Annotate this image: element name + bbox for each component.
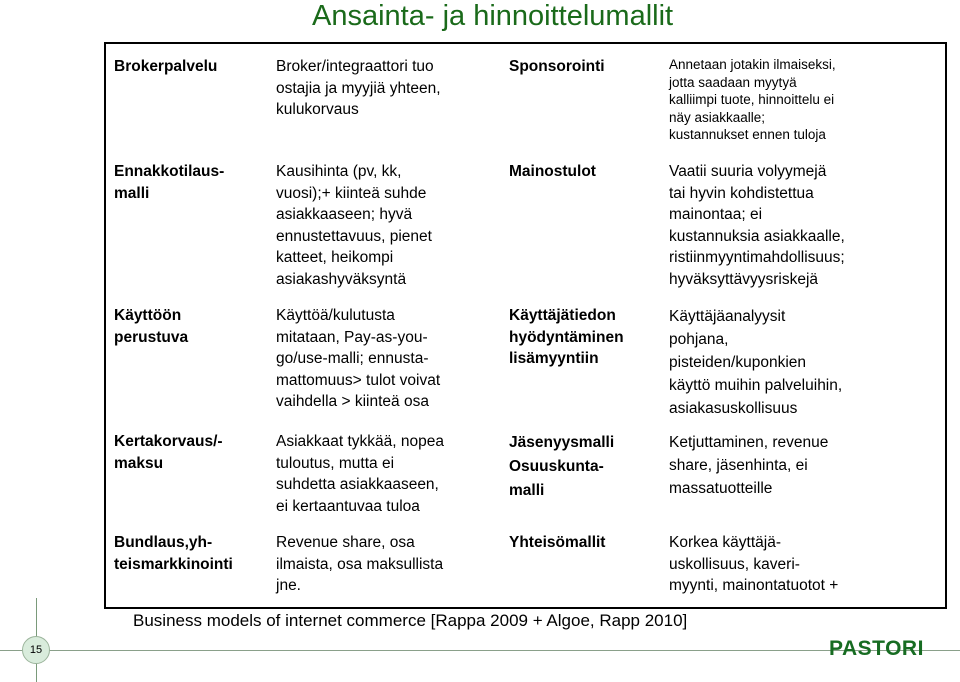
row-1-left-desc: Kausihinta (pv, kk, vuosi);+ kiinteä suhde asiakkaaseen; hyvä ennustettavuus, pienet katteet, heikompi asiakashyväksyntä xyxy=(276,163,432,288)
row-2-right-desc: Käyttäjäanalyysit pohjana, pisteiden/kuponkien käyttö muihin palveluihin, asiakasuskollisuus xyxy=(669,308,843,417)
decor-horizontal-line xyxy=(0,650,960,651)
row-1-right-desc: Vaatii suuria volyymejä tai hyvin kohdistettua mainontaa; ei kustannuksia asiakkaalle, ristiinmyyntimahdollisuus; hyväksyttävyysriskejä xyxy=(669,163,845,288)
row-4-left-term: Bundlaus,yh- teismarkkinointi xyxy=(114,534,233,573)
row-4-right-term: Yhteisömallit xyxy=(509,534,606,551)
row-0-right-term: Sponsorointi xyxy=(509,58,605,75)
row-2-left-desc: Käyttöä/kulutusta mitataan, Pay-as-you- go/use-malli; ennusta- mattomuus> tulot voivat vaihdella > kiinteä osa xyxy=(276,307,441,410)
row-0-right-desc: Annetaan jotakin ilmaiseksi, jotta saadaan myytyä kalliimpi tuote, hinnoittelu ei näy asiakkaalle; kustannukset ennen tuloja xyxy=(669,57,836,142)
row-3-right-desc: Ketjuttaminen, revenue share, jäsenhinta, ei massatuotteille xyxy=(669,434,829,497)
row-3-right-term: Jäsenyysmalli Osuuskunta- malli xyxy=(509,434,615,499)
page-number: 15 xyxy=(22,636,50,664)
source-footer: Business models of internet commerce [Rappa 2009 + Algoe, Rapp 2010] xyxy=(133,611,688,630)
row-0-left-desc: Broker/integraattori tuo ostajia ja myyjiä yhteen, kulukorvaus xyxy=(276,58,441,118)
row-2-left-term: Käyttöön perustuva xyxy=(114,307,189,346)
row-0-left-term: Brokerpalvelu xyxy=(114,58,218,75)
slide-title: Ansainta- ja hinnoittelumallit xyxy=(312,0,674,32)
row-4-right-desc: Korkea käyttäjä- uskollisuus, kaveri- myynti, mainontatuotot + xyxy=(669,534,839,594)
row-2-right-term: Käyttäjätiedon hyödyntäminen lisämyyntiin xyxy=(509,307,624,367)
row-3-left-term: Kertakorvaus/- maksu xyxy=(114,433,223,472)
pastori-logo: PASTORI xyxy=(829,637,924,660)
row-1-left-term: Ennakkotilaus- malli xyxy=(114,163,225,202)
row-3-left-desc: Asiakkaat tykkää, nopea tuloutus, mutta ei suhdetta asiakkaaseen, ei kertaantuvaa tuloa xyxy=(276,433,445,515)
row-4-left-desc: Revenue share, osa ilmaista, osa maksullista jne. xyxy=(276,534,444,594)
row-1-right-term: Mainostulot xyxy=(509,163,596,180)
